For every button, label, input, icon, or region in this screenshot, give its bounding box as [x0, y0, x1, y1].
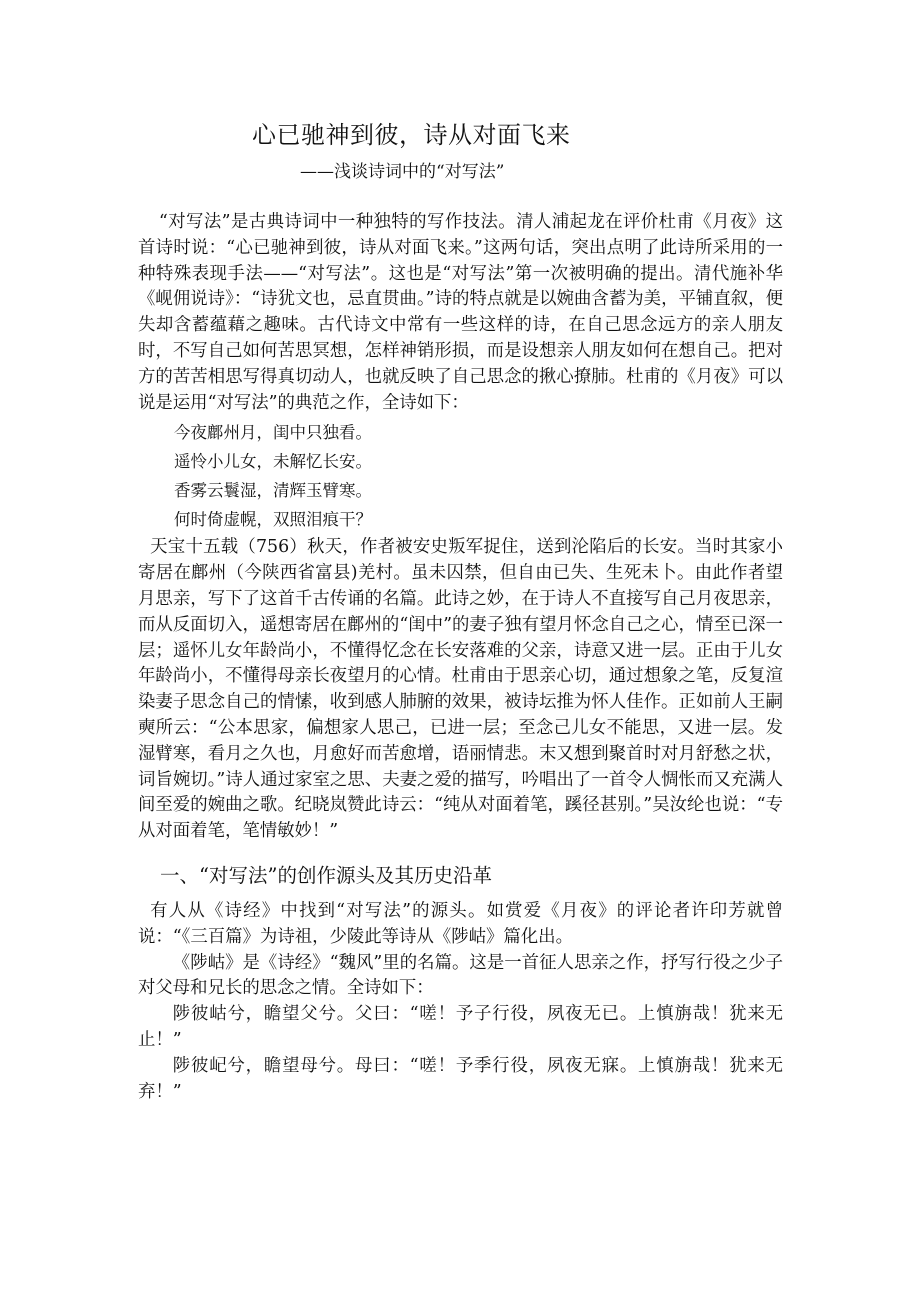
- section-paragraph: 有人从《诗经》中找到“对写法”的源头。如赏爱《月夜》的评论者许印芳就曾说：“《三百篇》为诗祖，少陵此等诗从《陟岵》篇化出。: [138, 900, 783, 947]
- poem-line: 遥怜小儿女，未解忆长安。: [174, 452, 372, 472]
- intro-paragraph: “对写法”是古典诗词中一种独特的写作技法。清人浦起龙在评价杜甫《月夜》这首诗时说：“心已驰神到彼，诗从对面飞来。”这两句话，突出点明了此诗所采用的一种特殊表现手法——“对写法”。这也是“对写法”第一次被明确的提出。清代施补华《岘佣说诗》：“诗犹文也，忌直贯曲。”诗的特点就是以婉曲含蓄为美，平铺直叙，便失却含蓄蕴藉之趣味。古代诗文中常有一些这样的诗，在自己思念远方的亲人朋友时，不写自己如何苦思冥想，怎样神销形损，而是设想亲人朋友如何在想自己。把对方的苦苦相思写得真切动人，也就反映了自己思念的揪心撩肺。杜甫的《月夜》可以说是运用“对写法”的典范之作，全诗如下：: [138, 212, 783, 413]
- section-paragraph: 《陟岵》是《诗经》“魏风”里的名篇。这是一首征人思亲之作，抒写行役之少子对父母和兄长的思念之情。全诗如下：: [138, 952, 783, 999]
- document-title: 心已驰神到彼，诗从对面飞来: [252, 121, 571, 149]
- analysis-paragraph: 天宝十五载（756）秋天，作者被安史叛军捉住，送到沦陷后的长安。当时其家小寄居在鄜州（今陕西省富县)羌村。虽未囚禁，但自由已失、生死未卜。由此作者望月思亲，写下了这首千古传诵的名篇。此诗之妙，在于诗人不直接写自己月夜思亲，而从反面切入，遥想寄居在鄜州的“闺中”的妻子独有望月怀念自己之心，情至已深一层；遥怀儿女年龄尚小，不懂得忆念在长安落难的父亲，诗意又进一层。正由于儿女年龄尚小，不懂得母亲长夜望月的心情。杜甫由于思亲心切，通过想象之笔，反复渲染妻子思念自己的情愫，收到感人肺腑的效果，被诗坛推为怀人佳作。正如前人王嗣奭所云：“公本思家，偏想家人思己，已进一层；至念己儿女不能思，又进一层。发湿臂寒，看月之久也，月愈好而苦愈增，语丽情悲。末又想到聚首时对月舒愁之状，词旨婉切。”诗人通过家室之思、夫妻之爱的描写，吟唱出了一首令人惆怅而又充满人间至爱的婉曲之歌。纪晓岚赞此诗云：“纯从对面着笔，蹊径甚别。”吴汝纶也说：“专从对面着笔，笔情敏妙！”: [138, 537, 783, 842]
- poem-line: 何时倚虚幌，双照泪痕干？: [174, 510, 372, 530]
- poem-line: 香雾云鬟湿，清辉玉臂寒。: [174, 481, 372, 501]
- poem-line: 今夜鄜州月，闺中只独看。: [174, 423, 372, 443]
- poem-zhihu-stanza: 陟彼屺兮，瞻望母兮。母曰：“嗟！予季行役，夙夜无寐。上慎旃哉！犹来无弃！”: [138, 1055, 783, 1102]
- poem-zhihu-stanza: 陟彼岵兮，瞻望父兮。父曰：“嗟！予子行役，夙夜无已。上慎旃哉！犹来无止！”: [138, 1004, 783, 1050]
- poem-yueye: [138, 418, 783, 534]
- section-heading: 一、“对写法”的创作源头及其历史沿革: [160, 863, 492, 887]
- document-body: [138, 210, 783, 1105]
- document-subtitle: ——浅谈诗词中的“对写法”: [300, 162, 505, 182]
